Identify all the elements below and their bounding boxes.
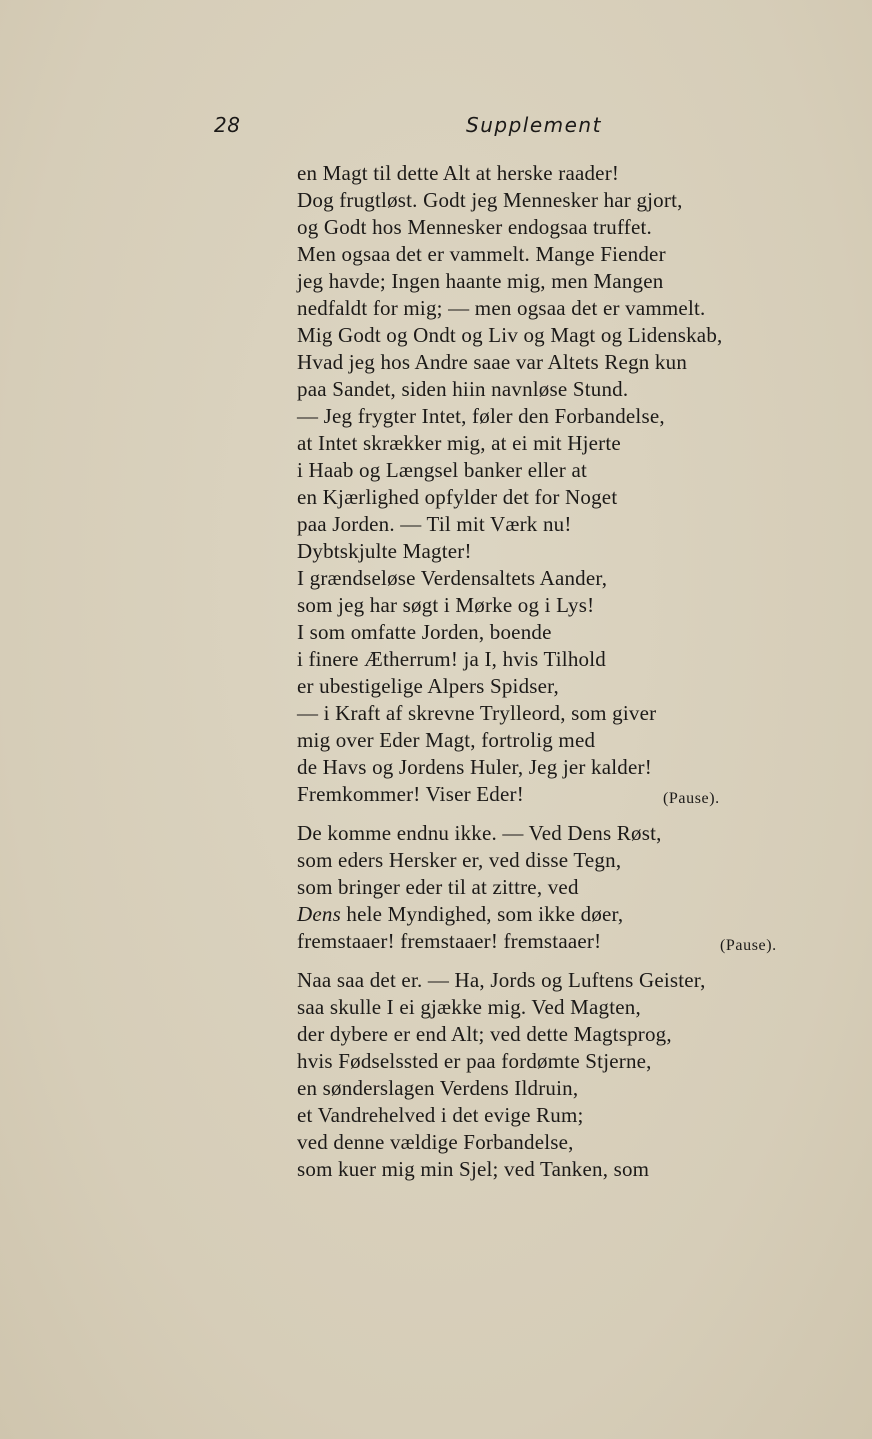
- verse-line: — Jeg frygter Intet, føler den Forbandelse,: [297, 404, 665, 428]
- verse-line-with-emphasis: [297, 901, 817, 928]
- verse-line: i Haab og Længsel banker eller at: [297, 458, 587, 482]
- verse-line-with-stage-direction: [297, 781, 817, 808]
- verse-line: et Vandrehelved i det evige Rum;: [297, 1103, 584, 1127]
- verse-line: Dog frugtløst. Godt jeg Mennesker har gjort,: [297, 188, 683, 212]
- verse-line: Men ogsaa det er vammelt. Mange Fiender: [297, 242, 666, 266]
- verse-line: de Havs og Jordens Huler, Jeg jer kalder!: [297, 755, 652, 779]
- stage-direction: (Pause).: [720, 937, 777, 954]
- verse-line: — i Kraft af skrevne Trylleord, som giver: [297, 701, 657, 725]
- verse-line-text: Fremkommer! Viser Eder!: [297, 782, 524, 806]
- verse-line: Mig Godt og Ondt og Liv og Magt og Lidenskab,: [297, 323, 723, 347]
- verse-line: som bringer eder til at zittre, ved: [297, 875, 579, 899]
- verse-line: hvis Fødselssted er paa fordømte Stjerne,: [297, 1049, 652, 1073]
- verse-line: jeg havde; Ingen haante mig, men Mangen: [297, 269, 664, 293]
- verse-line: Hvad jeg hos Andre saae var Altets Regn kun: [297, 350, 688, 374]
- verse-line: som eders Hersker er, ved disse Tegn,: [297, 848, 622, 872]
- verse-line: saa skulle I ei gjække mig. Ved Magten,: [297, 995, 641, 1019]
- verse-line-with-stage-direction: [297, 928, 817, 955]
- verse-line: I som omfatte Jorden, boende: [297, 620, 552, 644]
- verse-line: De komme endnu ikke. — Ved Dens Røst,: [297, 821, 662, 845]
- verse-text: [297, 160, 817, 1183]
- verse-line: paa Sandet, siden hiin navnløse Stund.: [297, 377, 629, 401]
- page-number: 28: [214, 113, 241, 137]
- verse-line: paa Jorden. — Til mit Værk nu!: [297, 512, 572, 536]
- verse-line: som jeg har søgt i Mørke og i Lys!: [297, 593, 595, 617]
- verse-line: og Godt hos Mennesker endogsaa truffet.: [297, 215, 652, 239]
- verse-line: der dybere er end Alt; ved dette Magtsprog,: [297, 1022, 672, 1046]
- verse-line: I grændseløse Verdensaltets Aander,: [297, 566, 608, 590]
- verse-line: er ubestigelige Alpers Spidser,: [297, 674, 559, 698]
- verse-line: en Kjærlighed opfylder det for Noget: [297, 485, 618, 509]
- verse-line: nedfaldt for mig; — men ogsaa det er vammelt.: [297, 296, 706, 320]
- verse-line: i finere Ætherrum! ja I, hvis Tilhold: [297, 647, 606, 671]
- emphasized-word: Dens: [297, 902, 341, 926]
- verse-line: Naa saa det er. — Ha, Jords og Luftens Geister,: [297, 968, 706, 992]
- verse-line: ved denne vældige Forbandelse,: [297, 1130, 574, 1154]
- running-head: Supplement: [466, 113, 602, 137]
- verse-line: mig over Eder Magt, fortrolig med: [297, 728, 596, 752]
- verse-line: som kuer mig min Sjel; ved Tanken, som: [297, 1157, 650, 1181]
- verse-line: at Intet skrækker mig, at ei mit Hjerte: [297, 431, 621, 455]
- verse-line: en Magt til dette Alt at herske raader!: [297, 161, 620, 185]
- verse-line-text: fremstaaer! fremstaaer! fremstaaer!: [297, 929, 602, 953]
- verse-line: en sønderslagen Verdens Ildruin,: [297, 1076, 579, 1100]
- stage-direction: (Pause).: [663, 790, 720, 807]
- verse-line-text: hele Myndighed, som ikke døer,: [346, 902, 624, 926]
- verse-line: Dybtskjulte Magter!: [297, 539, 472, 563]
